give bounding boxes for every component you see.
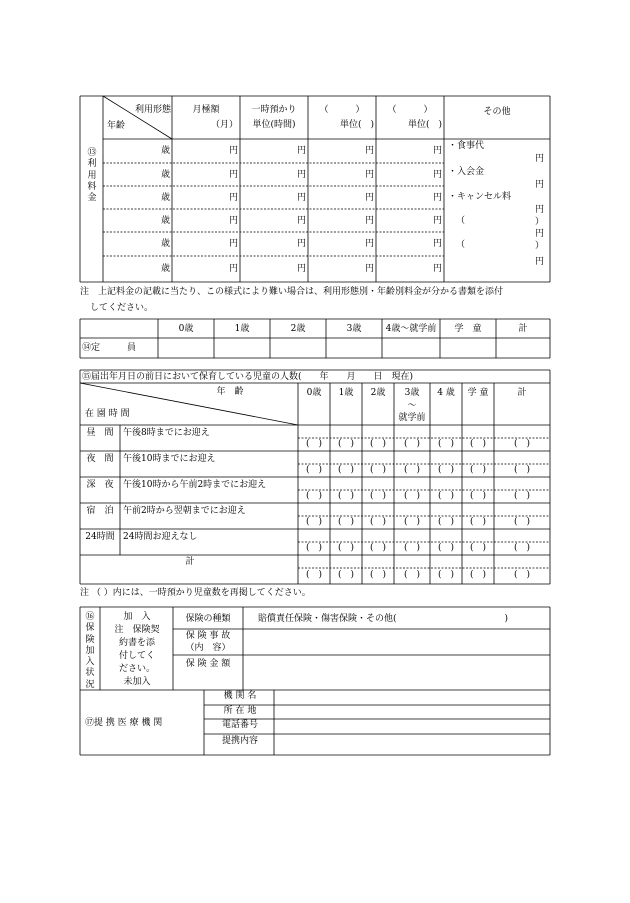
- medical-field-label: 電話番号: [221, 720, 259, 730]
- yen-unit: 円: [296, 146, 306, 156]
- children-count-cell: ( ): [513, 439, 531, 449]
- yen-unit: 円: [228, 239, 238, 249]
- children-count-cell: ( ): [337, 491, 355, 501]
- yen-unit: 円: [364, 264, 374, 274]
- col-temporary-unit: 単位(時間): [252, 120, 296, 130]
- children-age-header: 計: [517, 388, 527, 398]
- capacity-col-header: 学 童: [454, 324, 482, 334]
- children-age-4-preschool: 就学前: [398, 413, 426, 423]
- other-meal: ・食事代: [448, 141, 485, 151]
- other-paren: ）: [534, 217, 544, 227]
- children-count-cell: ( ): [337, 517, 355, 527]
- children-total-cell: ( ): [369, 570, 387, 580]
- children-count-cell: ( ): [369, 543, 387, 553]
- children-count-cell: ( ): [403, 491, 421, 501]
- children-count-cell: ( ): [437, 439, 455, 449]
- insurance-note: 付してく: [118, 651, 156, 661]
- other-yen: 円: [534, 229, 544, 239]
- header-age: 年齢: [107, 121, 126, 131]
- other-yen: 円: [534, 257, 544, 267]
- children-row-desc: 24時間お迎えなし: [123, 532, 198, 542]
- age-unit: 歳: [160, 146, 170, 156]
- fee-section-label-char: 金: [87, 193, 97, 203]
- children-total-cell: ( ): [337, 570, 355, 580]
- other-cancel-fee: ・キャンセル料: [448, 192, 512, 202]
- age-unit: 歳: [160, 169, 170, 180]
- children-count-cell: ( ): [437, 465, 455, 475]
- other-entry-fee: ・入会金: [448, 167, 485, 177]
- children-age-header: 3歳: [404, 388, 420, 398]
- insurance-note: 約書を添: [118, 638, 156, 648]
- capacity-col-header: 計: [518, 324, 528, 334]
- capacity-col-header: 0歳: [178, 324, 194, 334]
- yen-unit: 円: [296, 264, 306, 274]
- yen-unit: 円: [296, 169, 306, 180]
- children-count-cell: ( ): [469, 543, 487, 553]
- children-count-cell: ( ): [513, 465, 531, 475]
- children-count-cell: ( ): [403, 465, 421, 475]
- age-unit: 歳: [160, 192, 170, 203]
- children-count-cell: ( ): [369, 465, 387, 475]
- yen-unit: 円: [228, 146, 238, 156]
- col-custom1: （ ）: [319, 105, 365, 115]
- children-age-header: 4 歳: [437, 388, 455, 398]
- children-age-4-tilde: ～: [407, 401, 417, 411]
- children-total-label: 計: [185, 557, 195, 567]
- other-blank2: （: [456, 240, 466, 250]
- children-age-header: 2歳: [370, 388, 386, 398]
- fee-note: 注 上記料金の記載に当たり、この様式により難い場合は、利用形態別・年齢別料金が分かる書類を添付: [80, 287, 504, 297]
- children-age-header: 0歳: [306, 388, 322, 398]
- children-row-desc: 午後10時から午前2時までにお迎え: [123, 480, 267, 490]
- insurance-note: 注 保険契: [114, 625, 160, 635]
- insurance-section-label-char: 況: [85, 679, 95, 690]
- children-row-type: 昼 間: [86, 428, 114, 438]
- fee-section-label-char: 料: [87, 181, 97, 192]
- children-count-cell: ( ): [403, 517, 421, 527]
- yen-unit: 円: [364, 146, 374, 156]
- fee-section-label: [86, 148, 98, 204]
- children-total-cell: ( ): [437, 570, 455, 580]
- insurance-section-label-char: 加: [85, 645, 95, 656]
- insurance-section-label-char: 状: [85, 668, 95, 679]
- children-row-type: 宿 泊: [86, 506, 114, 516]
- yen-unit: 円: [432, 146, 442, 156]
- children-count-cell: ( ): [437, 517, 455, 527]
- capacity-col-header: 2歳: [290, 324, 306, 334]
- children-header-time: 在 園 時 間: [85, 409, 130, 419]
- children-note: 注 （ ）内には、一時預かり児童数を再掲してください。: [80, 588, 311, 598]
- children-count-cell: ( ): [337, 465, 355, 475]
- age-unit: 歳: [160, 264, 170, 274]
- insurance-section-label-char: 保: [85, 623, 95, 634]
- children-count-cell: ( ): [369, 491, 387, 501]
- yen-unit: 円: [228, 169, 238, 180]
- yen-unit: 円: [432, 264, 442, 274]
- children-total-cell: ( ): [403, 570, 421, 580]
- yen-unit: 円: [432, 239, 442, 249]
- age-unit: 歳: [160, 215, 170, 226]
- yen-unit: 円: [296, 215, 306, 226]
- col-custom2: （ ）: [387, 105, 433, 115]
- children-row-type: 24時間: [85, 532, 115, 542]
- other-paren: ）: [534, 241, 544, 251]
- children-row-desc: 午後8時までにお迎え: [123, 428, 210, 438]
- children-count-cell: ( ): [305, 491, 323, 501]
- other-yen: 円: [534, 154, 544, 164]
- yen-unit: 円: [228, 192, 238, 203]
- col-monthly-unit: （月）: [210, 120, 238, 130]
- children-count-cell: ( ): [469, 465, 487, 475]
- col-temporary: 一時預かり: [251, 105, 297, 115]
- yen-unit: 円: [364, 169, 374, 180]
- children-title: ⑮届出年月日の前日において保育している児童の人数( 年 月 日 現在): [82, 372, 414, 382]
- children-count-cell: ( ): [305, 543, 323, 553]
- children-total-cell: ( ): [469, 570, 487, 580]
- children-total-cell: ( ): [305, 570, 323, 580]
- children-count-cell: ( ): [403, 543, 421, 553]
- yen-unit: 円: [296, 239, 306, 249]
- fee-section-label-char: 利: [87, 159, 97, 170]
- yen-unit: 円: [432, 169, 442, 180]
- children-count-cell: ( ): [305, 465, 323, 475]
- medical-field-label: 所 在 地: [223, 706, 257, 716]
- children-count-cell: ( ): [403, 439, 421, 449]
- capacity-label: ⑭定 員: [82, 343, 137, 353]
- fee-note-line2: してください。: [90, 303, 154, 313]
- children-count-cell: ( ): [369, 439, 387, 449]
- yen-unit: 円: [228, 264, 238, 274]
- age-unit: 歳: [160, 239, 170, 249]
- insurance-not-joined: 未加入: [123, 677, 151, 687]
- capacity-col-header: 4歳～就学前: [385, 324, 437, 334]
- children-count-cell: ( ): [305, 517, 323, 527]
- col-monthly: 月極額: [192, 105, 220, 115]
- fee-section-label-char: ⑬: [87, 148, 97, 158]
- insurance-section-label: [84, 612, 96, 691]
- insurance-joined: 加 入: [123, 612, 151, 622]
- children-row-desc: 午後10時までにお迎え: [123, 454, 216, 464]
- children-row-type: 夜 間: [86, 454, 114, 464]
- other-blank1: （: [456, 216, 466, 226]
- children-total-cell: ( ): [513, 570, 531, 580]
- capacity-col-header: 3歳: [346, 324, 362, 334]
- yen-unit: 円: [432, 215, 442, 226]
- insurance-incident-sub: （内 容）: [185, 643, 231, 653]
- insurance-section-label-char: ⑯: [85, 612, 95, 622]
- children-count-cell: ( ): [469, 517, 487, 527]
- children-age-header: 学 童: [467, 388, 489, 398]
- children-count-cell: ( ): [513, 543, 531, 553]
- col-other: その他: [483, 107, 511, 117]
- other-yen: 円: [534, 180, 544, 190]
- children-age-header: 1歳: [338, 388, 354, 398]
- header-diagonal: [103, 96, 172, 139]
- yen-unit: 円: [432, 192, 442, 203]
- yen-unit: 円: [364, 215, 374, 226]
- yen-unit: 円: [364, 239, 374, 249]
- yen-unit: 円: [228, 215, 238, 226]
- medical-label: ⑰提 携 医 療 機 関: [85, 718, 163, 728]
- children-count-cell: ( ): [469, 439, 487, 449]
- children-count-cell: ( ): [305, 439, 323, 449]
- medical-field-label: 機 関 名: [223, 691, 257, 701]
- yen-unit: 円: [296, 192, 306, 203]
- insurance-section-label-char: 入: [85, 657, 95, 667]
- children-count-cell: ( ): [469, 491, 487, 501]
- children-count-cell: ( ): [437, 491, 455, 501]
- insurance-amount-label: 保 険 金 額: [185, 659, 231, 669]
- col-custom1-unit: 単位( ): [339, 120, 374, 130]
- children-count-cell: ( ): [513, 517, 531, 527]
- insurance-incident-label: 保 険 事 故: [185, 631, 231, 641]
- other-yen: 円: [534, 205, 544, 215]
- children-count-cell: ( ): [337, 439, 355, 449]
- children-count-cell: ( ): [437, 543, 455, 553]
- children-row-type: 深 夜: [86, 480, 114, 490]
- children-count-cell: ( ): [337, 543, 355, 553]
- fee-section-label-char: 用: [87, 170, 97, 181]
- children-count-cell: ( ): [513, 491, 531, 501]
- capacity-col-header: 1歳: [234, 324, 250, 334]
- header-usage-type: 利用形態: [134, 105, 171, 115]
- children-header-age: 年 齢: [216, 387, 244, 397]
- insurance-type-label: 保険の種類: [185, 614, 231, 624]
- medical-field-label: 提携内容: [221, 736, 259, 746]
- insurance-type-value: 賠償責任保険・傷害保険・その他( ): [258, 614, 509, 624]
- children-count-cell: ( ): [369, 517, 387, 527]
- children-row-desc: 午前2時から翌朝までにお迎え: [123, 506, 246, 516]
- yen-unit: 円: [364, 192, 374, 203]
- insurance-section-label-char: 険: [85, 634, 95, 645]
- col-custom2-unit: 単位( ): [407, 120, 442, 130]
- insurance-note: ださい。: [118, 664, 156, 674]
